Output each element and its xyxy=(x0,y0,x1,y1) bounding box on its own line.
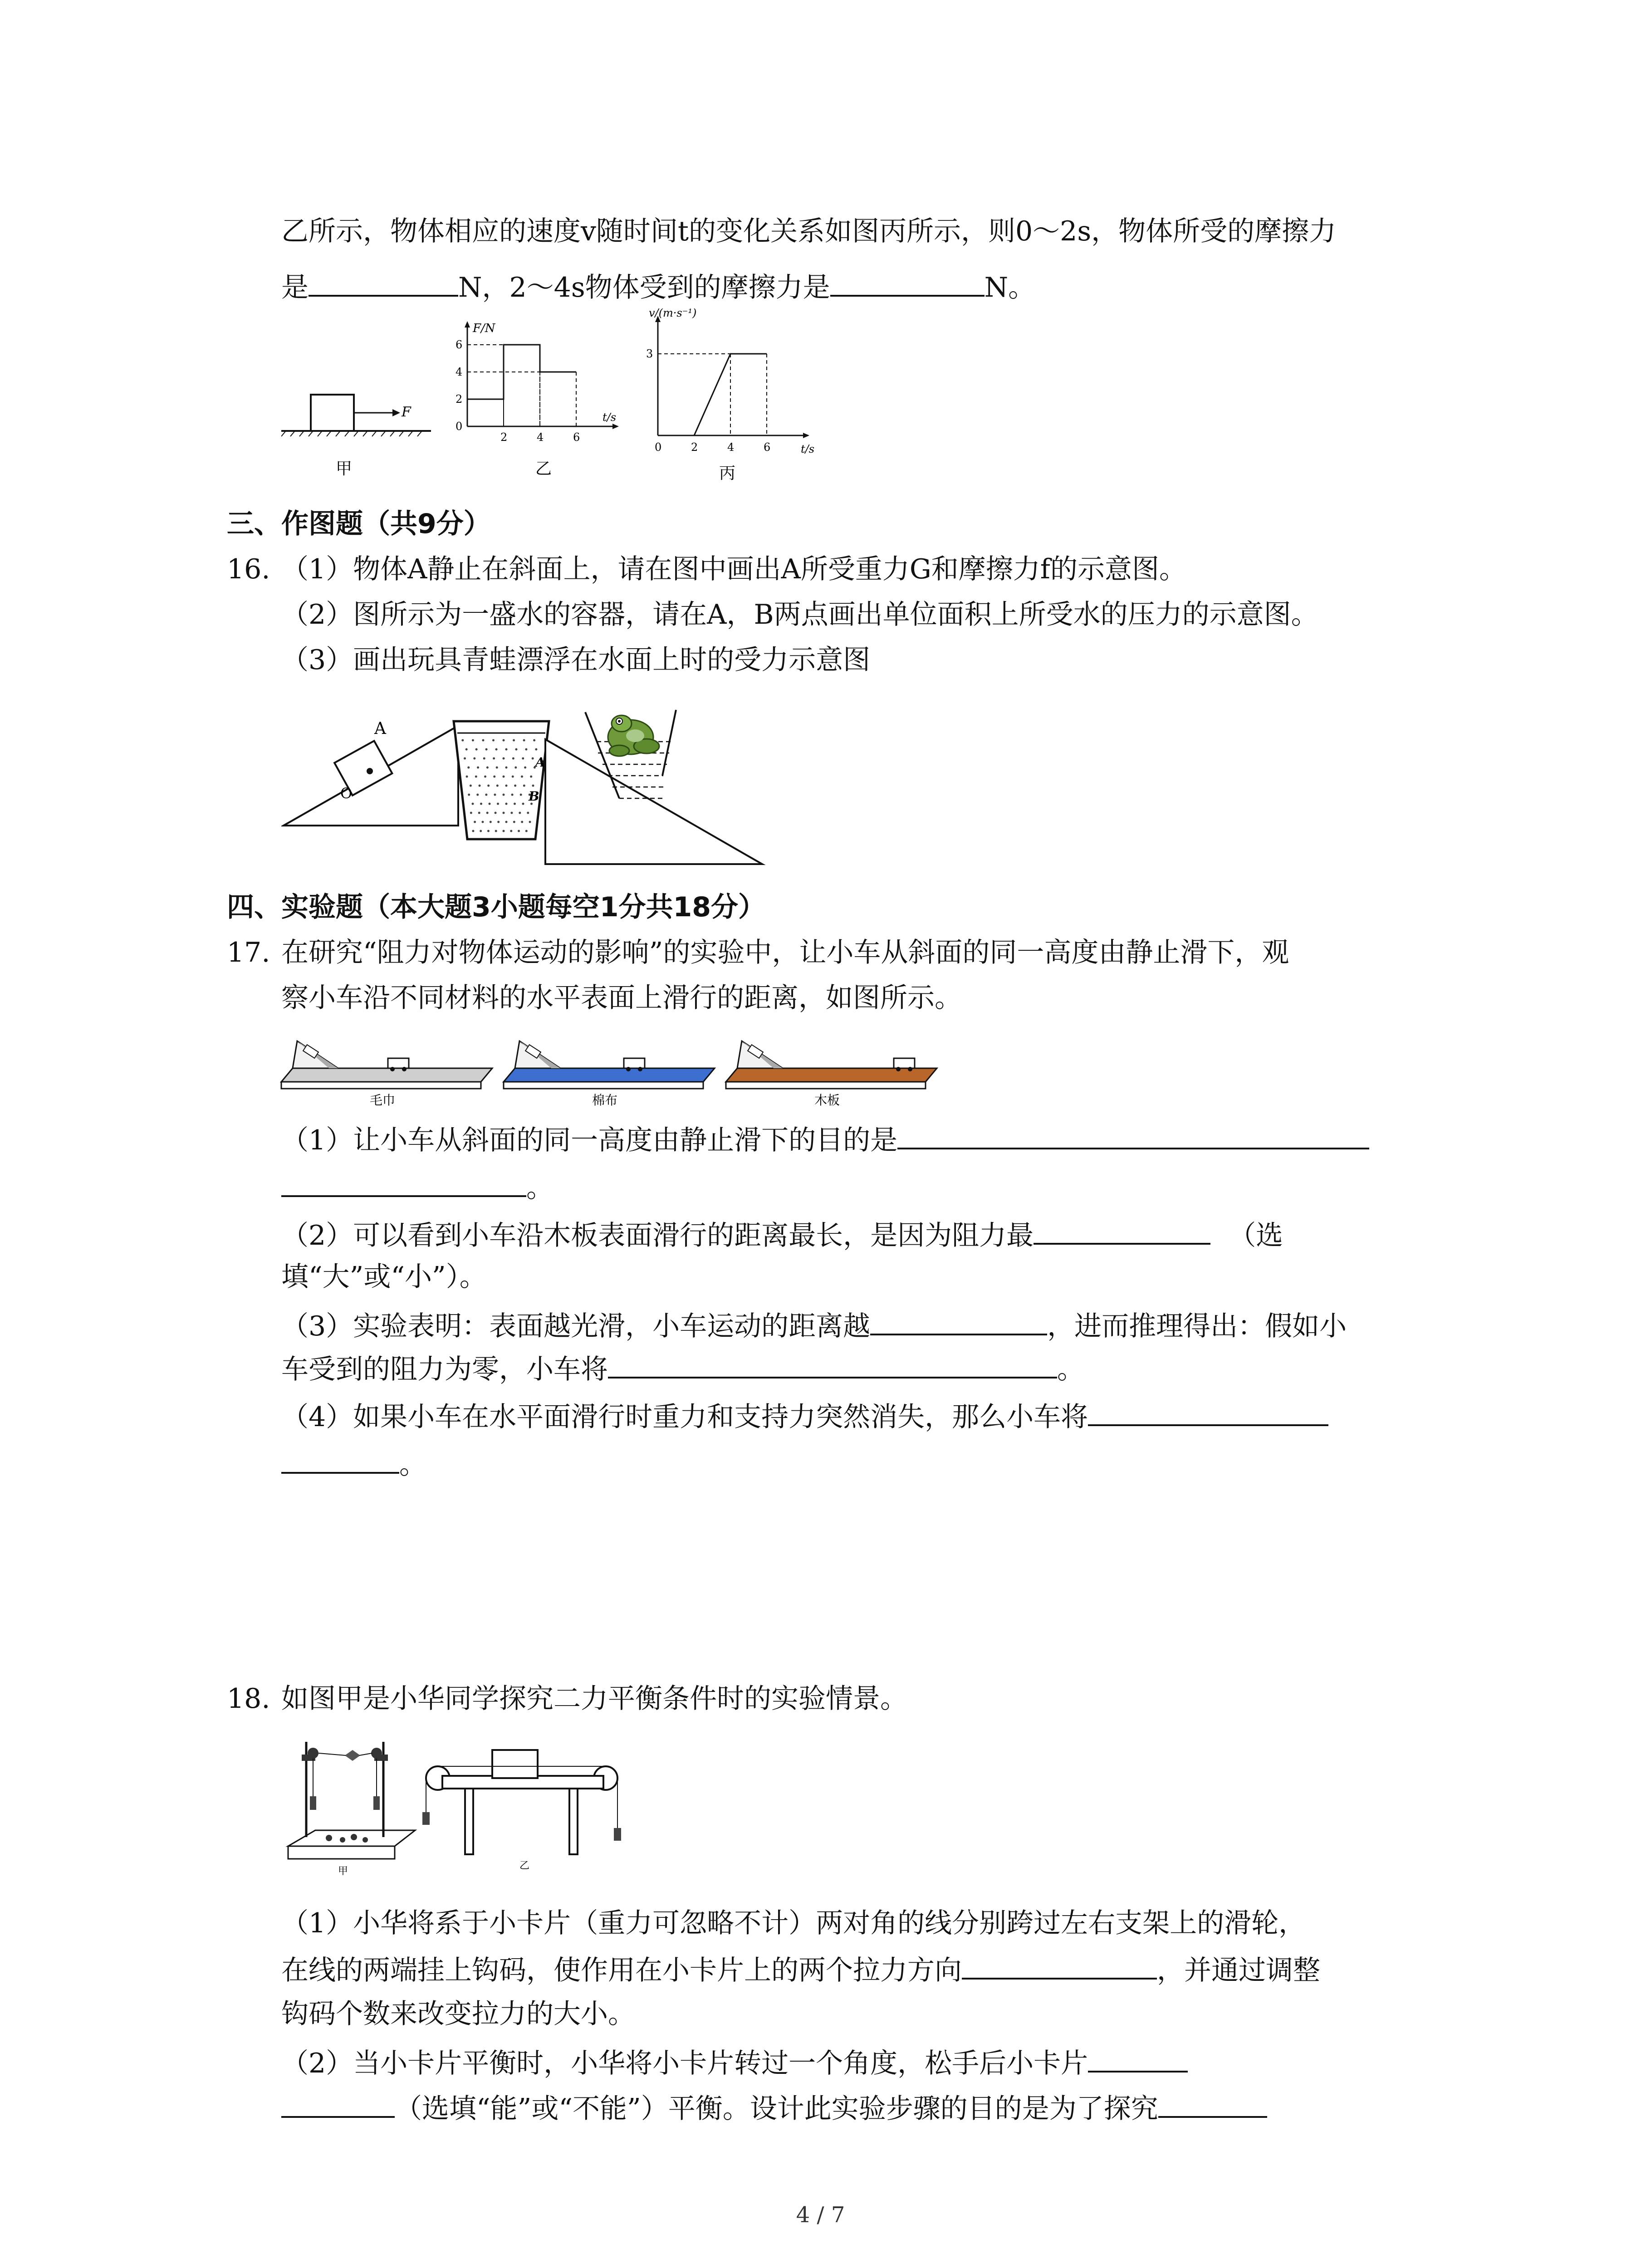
svg-text:B: B xyxy=(529,789,539,804)
svg-text:甲: 甲 xyxy=(338,1866,348,1877)
y-tick-label: 3 xyxy=(646,347,653,360)
q18-part1-line3: 钩码个数来改变拉力的大小。 xyxy=(281,1998,635,2030)
q15-line2: 是 N，2～4s物体受到的摩擦力是 N。 xyxy=(281,268,1035,306)
question-number: 16. xyxy=(227,553,270,585)
chart-caption: 丙 xyxy=(719,464,736,483)
figure-q16-floating-frog xyxy=(544,708,771,875)
q15-line1: 乙所示，物体相应的速度v随时间t的变化关系如图丙所示，则0～2s，物体所受的摩擦力 xyxy=(281,215,1337,247)
answer-blank[interactable] xyxy=(897,1120,1369,1149)
x-tick-label: 4 xyxy=(727,441,735,454)
figure-bing-velocity-time-chart xyxy=(640,308,830,485)
figure-q16-incline-block xyxy=(281,699,472,844)
q17-part3-cont: 车受到的阻力为零，小车将 。 xyxy=(281,1349,1084,1388)
y-tick-label: 0 xyxy=(456,420,463,433)
q16-part3: （3）画出玩具青蛙漂浮在水面上时的受力示意图 xyxy=(281,644,871,676)
x-axis-label: t/s xyxy=(801,443,815,455)
section-3-heading: 三、作图题（共9分） xyxy=(227,508,491,540)
surface-label: 木板 xyxy=(814,1093,840,1108)
x-axis-label: t/s xyxy=(603,411,617,424)
ramp-setup xyxy=(281,1041,492,1089)
surface-label: 棉布 xyxy=(592,1093,618,1108)
q17-part4: （4）如果小车在水平面滑行时重力和支持力突然消失，那么小车将 xyxy=(281,1397,1328,1435)
y-axis-label: F/N xyxy=(473,322,495,335)
q17-stem-line1: 在研究“阻力对物体运动的影响”的实验中，让小车从斜面的同一高度由静止滑下，观 xyxy=(281,937,1289,968)
answer-blank[interactable] xyxy=(962,1950,1157,1980)
figure-q18-apparatus xyxy=(279,1733,651,1878)
q18-stem: 如图甲是小华同学探究二力平衡条件时的实验情景。 xyxy=(281,1683,907,1715)
svg-text:甲: 甲 xyxy=(336,459,353,478)
x-tick-label: 2 xyxy=(691,441,698,454)
answer-blank[interactable] xyxy=(1034,1216,1210,1245)
q17-part2-cont: 填“大”或“小”）。 xyxy=(281,1261,487,1293)
svg-text:A: A xyxy=(535,755,545,770)
section-4-heading: 四、实验题（本大题3小题每空1分共18分） xyxy=(227,891,765,923)
answer-blank[interactable] xyxy=(608,1349,1057,1378)
answer-blank[interactable] xyxy=(281,1445,399,1474)
car-icon xyxy=(388,1058,409,1068)
y-tick-label: 6 xyxy=(456,338,463,351)
ramp-setup xyxy=(504,1041,715,1089)
q18-part1-line2: 在线的两端挂上钩码，使作用在小卡片上的两个拉力方向 ，并通过调整 xyxy=(281,1950,1320,1989)
svg-text:O: O xyxy=(340,785,353,802)
figure-q17-ramps xyxy=(279,1032,941,1109)
chart-caption: 乙 xyxy=(535,459,552,478)
car-icon xyxy=(894,1058,915,1068)
q17-part4-cont: 。 xyxy=(281,1445,426,1483)
y-tick-label: 4 xyxy=(456,366,463,378)
q17-part2: （2）可以看到小车沿木板表面滑行的距离最长，是因为阻力最 （选 xyxy=(281,1216,1283,1254)
question-number: 17. xyxy=(227,937,270,968)
page-number: 4 / 7 xyxy=(796,2202,845,2228)
q17-part3: （3）实验表明：表面越光滑，小车运动的距离越 ，进而推理得出：假如小 xyxy=(281,1306,1347,1344)
x-tick-label: 6 xyxy=(764,441,771,454)
x-tick-label: 0 xyxy=(655,441,662,454)
q17-part1-cont: 。 xyxy=(281,1168,554,1206)
q17-part1: （1）让小车从斜面的同一高度由静止滑下的目的是 xyxy=(281,1120,1369,1158)
frog-icon xyxy=(608,715,659,756)
svg-text:F: F xyxy=(402,404,411,420)
x-tick-label: 4 xyxy=(537,431,544,444)
answer-blank[interactable] xyxy=(1088,1397,1328,1426)
x-tick-label: 6 xyxy=(573,431,580,444)
svg-text:A: A xyxy=(374,719,386,738)
figure-yi-force-time-chart xyxy=(449,318,631,485)
answer-blank[interactable] xyxy=(309,268,458,297)
q17-stem-line2: 察小车沿不同材料的水平表面上滑行的距离，如图所示。 xyxy=(281,982,962,1014)
answer-blank[interactable] xyxy=(281,1168,526,1197)
surface-label: 毛巾 xyxy=(370,1093,396,1108)
question-number: 18. xyxy=(227,1683,270,1715)
answer-blank[interactable] xyxy=(281,2089,395,2118)
x-tick-label: 2 xyxy=(500,431,508,444)
answer-blank[interactable] xyxy=(870,1306,1047,1335)
answer-blank[interactable] xyxy=(1158,2089,1267,2118)
svg-text:乙: 乙 xyxy=(519,1860,530,1872)
y-axis-label: v/(m·s⁻¹) xyxy=(649,308,697,319)
q18-part2-line1: （2）当小卡片平衡时，小华将小卡片转过一个角度，松手后小卡片 xyxy=(281,2043,1188,2082)
car-icon xyxy=(624,1058,645,1068)
q16-part2: （2）图所示为一盛水的容器，请在A，B两点画出单位面积上所受水的压力的示意图。 xyxy=(281,599,1318,631)
figure-jia-block xyxy=(281,372,436,481)
q18-part2-line2: （选填“能”或“不能”）平衡。设计此实验步骤的目的是为了探究 xyxy=(281,2089,1267,2127)
q18-part1-line1: （1）小华将系于小卡片（重力可忽略不计）两对角的线分别跨过左右支架上的滑轮， xyxy=(281,1907,1306,1939)
answer-blank[interactable] xyxy=(1088,2043,1188,2072)
q16-part1: （1）物体A静止在斜面上，请在图中画出A所受重力G和摩擦力f的示意图。 xyxy=(281,553,1186,585)
y-tick-label: 2 xyxy=(456,393,463,406)
ramp-setup xyxy=(726,1041,937,1089)
answer-blank[interactable] xyxy=(830,268,985,297)
